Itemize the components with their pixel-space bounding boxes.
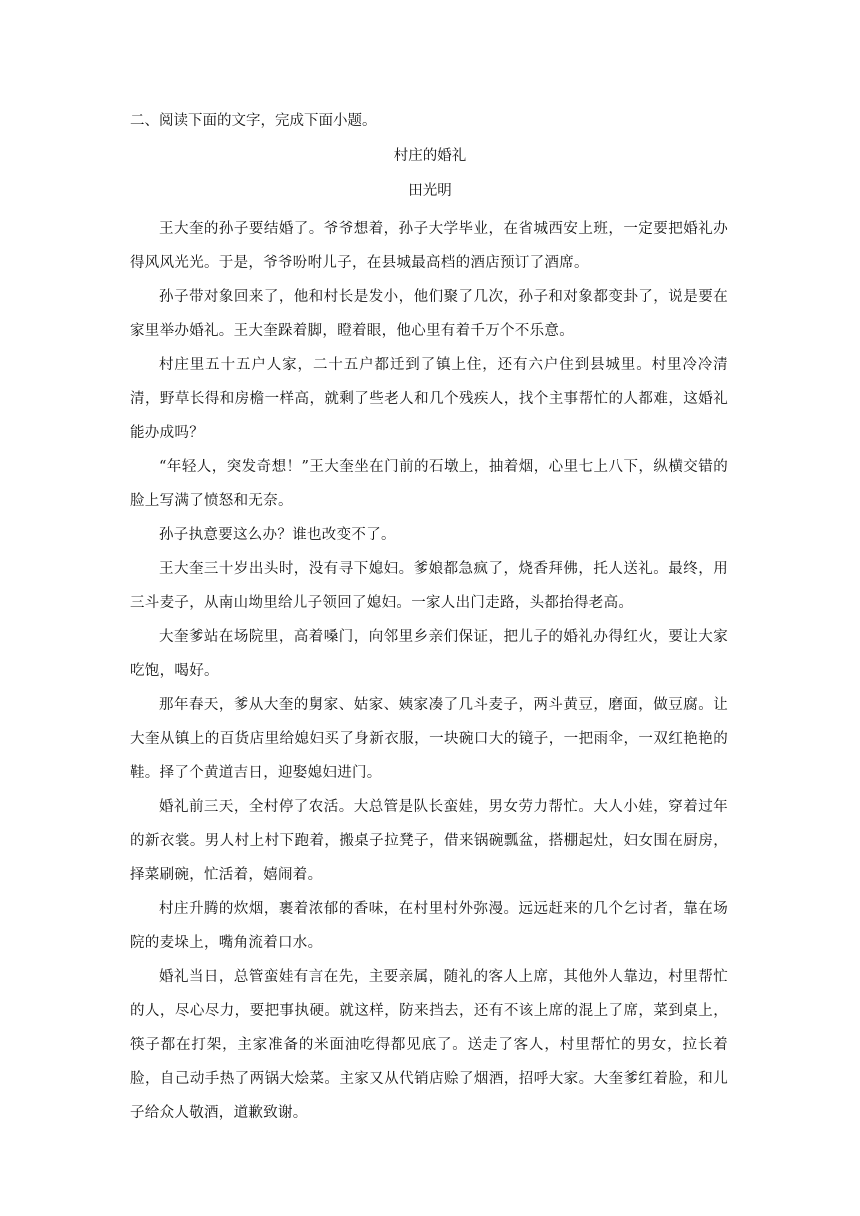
article-title: 村庄的婚礼 <box>393 148 467 164</box>
article-body <box>130 212 728 1130</box>
question-instruction: 二、阅读下面的文字，完成下面小题。 <box>130 113 377 129</box>
paragraph: 那年春天，爹从大奎的舅家、姑家、姨家凑了几斗麦子，两斗黄豆，磨面，做豆腐。让大奎从镇上的百货店里给媳妇买了身新衣服，一块碗口大的镜子，一把雨伞，一双红艳艳的鞋。择了个黄道吉日，迎娶媳妇进门。 <box>130 697 728 781</box>
paragraph: 孙子执意要这么办？谁也改变不了。 <box>159 527 396 543</box>
paragraph: 大奎爹站在场院里，高着嗓门，向邻里乡亲们保证，把儿子的婚礼办得红火，要让大家吃饱，喝好。 <box>130 629 728 679</box>
article-author: 田光明 <box>408 183 452 199</box>
paragraph: 村庄里五十五户人家，二十五户都迁到了镇上住，还有六户住到县城里。村里冷冷清清，野草长得和房檐一样高，就剩了些老人和几个残疾人，找个主事帮忙的人都难，这婚礼能办成吗？ <box>130 357 728 441</box>
paragraph: “年轻人，突发奇想！”王大奎坐在门前的石墩上，抽着烟，心里七上八下，纵横交错的脸上写满了愤怒和无奈。 <box>130 459 728 509</box>
paragraph: 王大奎三十岁出头时，没有寻下媳妇。爹娘都急疯了，烧香拜佛，托人送礼。最终，用三斗麦子，从南山坳里给儿子领回了媳妇。一家人出门走路，头都抬得老高。 <box>130 561 728 611</box>
paragraph: 孙子带对象回来了，他和村长是发小，他们聚了几次，孙子和对象都变卦了，说是要在家里举办婚礼。王大奎跺着脚，瞪着眼，他心里有着千万个不乐意。 <box>130 289 728 339</box>
paragraph: 王大奎的孙子要结婚了。爷爷想着，孙子大学毕业，在省城西安上班，一定要把婚礼办得风风光光。于是，爷爷吩咐儿子，在县城最高档的酒店预订了酒席。 <box>130 221 728 271</box>
paragraph: 婚礼当日，总管蛮娃有言在先，主要亲属，随礼的客人上席，其他外人靠边，村里帮忙的人，尽心尽力，要把事执硬。就这样，防来挡去，还有不该上席的混上了席，菜到桌上，筷子都在打架，主家准备的米面油吃得都见底了。送走了客人，村里帮忙的男女，拉长着脸，自己动手热了两锅大烩菜。主家又从代销店赊了烟酒，招呼大家。大奎爹红着脸，和儿子给众人敬酒，道歉致谢。 <box>130 969 728 1121</box>
paragraph: 村庄升腾的炊烟，裹着浓郁的香味，在村里村外弥漫。远远赶来的几个乞讨者，靠在场院的麦垛上，嘴角流着口水。 <box>130 901 728 951</box>
paragraph: 婚礼前三天，全村停了农活。大总管是队长蛮娃，男女劳力帮忙。大人小娃，穿着过年的新衣裳。男人村上村下跑着，搬桌子拉凳子，借来锅碗瓢盆，搭棚起灶，妇女围在厨房，择菜刷碗，忙活着，嬉闹着。 <box>130 799 728 883</box>
